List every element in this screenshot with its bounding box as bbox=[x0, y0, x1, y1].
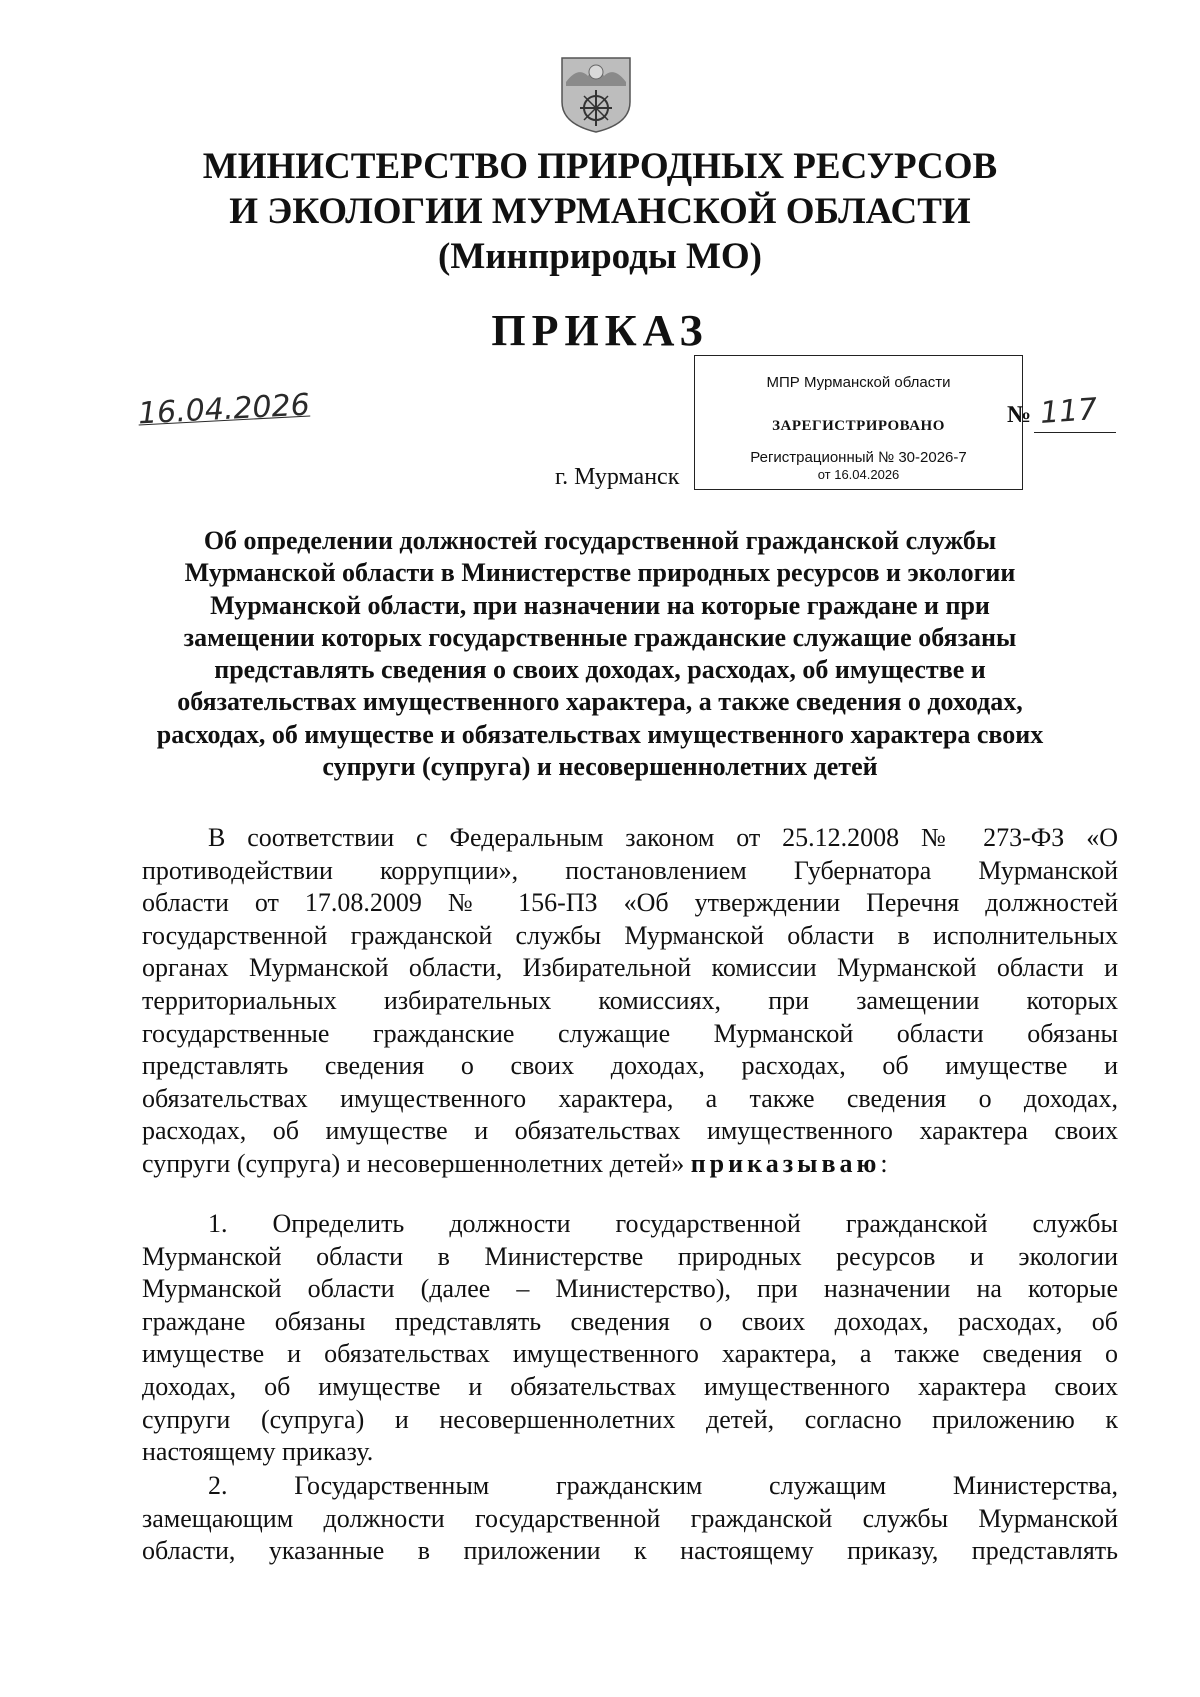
title-line: Мурманской области, при назначении на которые граждане и при bbox=[210, 590, 990, 620]
preamble-line: государственной гражданской службы Мурманской области в исполнительных bbox=[142, 920, 1118, 950]
preamble-last-line bbox=[142, 1148, 1118, 1181]
ministry-name-line1: МИНИСТЕРСТВО ПРИРОДНЫХ РЕСУРСОВ bbox=[202, 146, 998, 187]
coat-of-arms-emblem bbox=[558, 52, 634, 134]
item1-line: Мурманской области (далее – Министерство), при назначении на которые bbox=[142, 1274, 1118, 1304]
title-line: представлять сведения о своих доходах, расходах, об имуществе и bbox=[214, 655, 986, 685]
preamble-line-text: супруги (супруга) и несовершеннолетних детей» bbox=[142, 1148, 685, 1178]
stamp-reg-number: Регистрационный № 30-2026-7 bbox=[750, 449, 967, 466]
preamble-line: территориальных избирательных комиссиях, при замещении которых bbox=[142, 985, 1118, 1015]
title-line: Об определении должностей государственной гражданской службы bbox=[203, 526, 997, 555]
preamble-line: органах Мурманской области, Избирательной комиссии Мурманской области и bbox=[142, 953, 1118, 983]
order-word: приказываю bbox=[690, 1148, 881, 1178]
item1-line: граждане обязаны представлять сведения о своих доходах, расходах, об bbox=[142, 1306, 1118, 1336]
item-2-paragraph bbox=[142, 1470, 1118, 1568]
stamp-org: МПР Мурманской области bbox=[766, 374, 951, 391]
preamble-paragraph bbox=[142, 822, 1118, 1181]
item1-line: супруги (супруга) и несовершеннолетних детей, согласно приложению к bbox=[142, 1404, 1118, 1434]
stamp-status: ЗАРЕГИСТРИРОВАНО bbox=[772, 418, 945, 434]
item2-line: замещающим должности государственной гражданской службы Мурманской bbox=[142, 1503, 1118, 1533]
title-line: Мурманской области в Министерстве природных ресурсов и экологии bbox=[184, 558, 1016, 588]
city: г. Мурманск bbox=[555, 464, 680, 490]
item1-line: настоящему приказу. bbox=[142, 1437, 374, 1467]
item-1-paragraph bbox=[142, 1208, 1118, 1469]
order-number-label: № bbox=[1007, 402, 1032, 428]
title-line: расходах, об имуществе и обязательствах имущественного характера своих bbox=[156, 719, 1044, 749]
item1-line: доходах, об имуществе и обязательствах имущественного характера своих bbox=[142, 1371, 1118, 1401]
document-type-heading: ПРИКАЗ bbox=[491, 306, 709, 355]
ministry-short-name: (Минприроды МО) bbox=[438, 236, 762, 277]
registration-stamp bbox=[694, 355, 1023, 490]
preamble-line: обязательствах имущественного характера, а также сведения о доходах, bbox=[142, 1083, 1118, 1113]
preamble-line: В соответствии с Федеральным законом от 25.12.2008 № 273-ФЗ «О bbox=[208, 823, 1118, 852]
item1-line: имуществе и обязательствах имущественного характера, а также сведения о bbox=[142, 1339, 1118, 1369]
ministry-name-line2: И ЭКОЛОГИИ МУРМАНСКОЙ ОБЛАСТИ bbox=[229, 191, 971, 232]
order-number: 117 bbox=[1038, 392, 1099, 431]
title-line: обязательствах имущественного характера, а также сведения о доходах, bbox=[177, 687, 1023, 717]
preamble-line: государственные гражданские служащие Мурманской области обязаны bbox=[142, 1018, 1118, 1048]
handwritten-date: 16.04.2026 bbox=[137, 387, 311, 432]
title-line: супруги (супруга) и несовершеннолетних детей bbox=[322, 752, 878, 782]
order-number-underline bbox=[1034, 432, 1116, 433]
order-colon: : bbox=[880, 1148, 888, 1178]
preamble-line: противодействии коррупции», постановлением Губернатора Мурманской bbox=[142, 855, 1118, 885]
preamble-line: представлять сведения о своих доходах, расходах, об имуществе и bbox=[142, 1051, 1118, 1081]
item1-line: 1. Определить должности государственной гражданской службы bbox=[208, 1209, 1118, 1238]
item2-line: 2. Государственным гражданским служащим Министерства, bbox=[208, 1471, 1118, 1500]
title-line: замещении которых государственные гражданские служащие обязаны bbox=[183, 622, 1017, 652]
preamble-line: области от 17.08.2009 № 156-ПЗ «Об утверждении Перечня должностей bbox=[142, 888, 1118, 918]
stamp-date: от 16.04.2026 bbox=[817, 467, 900, 482]
item1-line: Мурманской области в Министерстве природных ресурсов и экологии bbox=[142, 1241, 1118, 1271]
order-title bbox=[130, 525, 1070, 783]
item2-line: области, указанные в приложении к настоящему приказу, представлять bbox=[142, 1536, 1118, 1566]
preamble-line: расходах, об имуществе и обязательствах имущественного характера своих bbox=[142, 1116, 1118, 1146]
